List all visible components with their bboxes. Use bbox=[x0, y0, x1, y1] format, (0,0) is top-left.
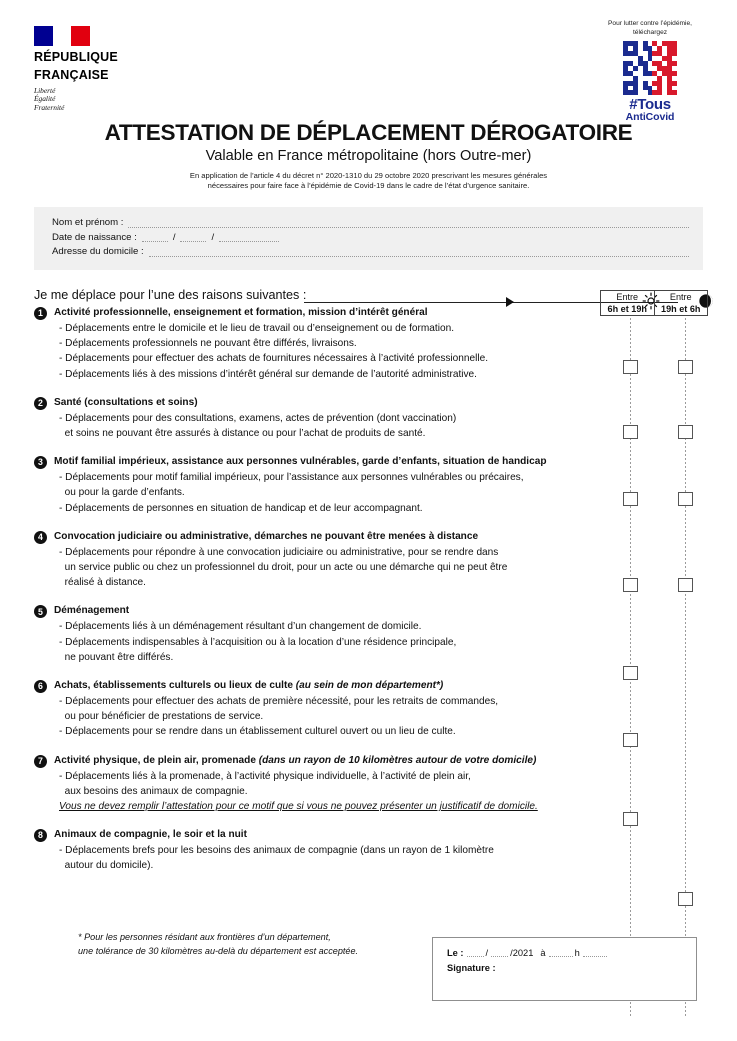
column-header-night bbox=[655, 291, 708, 315]
sign-separator-1: / bbox=[485, 948, 489, 958]
reason-detail-line: un service public ou chez un professionnel du droit, pour un acte ou une démarche qui ne peut être bbox=[59, 562, 508, 574]
reason-detail-line: - Déplacements indispensables à l’acquisition ou à la location d’une résidence principale, bbox=[59, 636, 457, 648]
devise-fraternite: Fraternité bbox=[34, 102, 65, 112]
reason-detail-line: - Déplacements pour effectuer des achats de première nécessité, pour les retraits de commandes, bbox=[59, 696, 499, 708]
reason-detail-line: ou pour la garde d’enfants. bbox=[59, 487, 185, 499]
reason-detail-line: ou pour bénéficier de prestations de service. bbox=[59, 711, 264, 723]
devise-liberte: Liberté bbox=[34, 85, 56, 95]
sign-year: /2021 bbox=[510, 948, 534, 958]
reason-title: Santé (consultations et soins) bbox=[54, 396, 198, 408]
name-row bbox=[52, 216, 689, 231]
reason-number-badge: 6 bbox=[34, 680, 47, 693]
reason-detail-line: - Déplacements brefs pour les besoins des animaux de compagnie (dans un rayon de 1 kilomètre bbox=[59, 845, 494, 857]
french-flag-icon bbox=[34, 26, 90, 46]
reason-detail-line: - Déplacements pour répondre à une convocation judiciaire ou administrative, pour se rendre dans bbox=[59, 546, 499, 558]
address-label: Adresse du domicile : bbox=[52, 246, 144, 258]
reason-item-8 bbox=[34, 828, 614, 873]
checkbox-reason-8-night[interactable] bbox=[678, 892, 693, 906]
reason-number-badge: 4 bbox=[34, 531, 47, 544]
reason-number-badge: 5 bbox=[34, 605, 47, 618]
reason-detail-line: ne pouvant être différés. bbox=[59, 651, 174, 663]
sign-day-input[interactable] bbox=[467, 956, 484, 957]
reason-item-1 bbox=[34, 306, 614, 382]
reason-detail-lines bbox=[59, 411, 614, 441]
birth-separator-1: / bbox=[172, 231, 176, 243]
reason-number-badge: 3 bbox=[34, 456, 47, 469]
qr-code-icon bbox=[623, 41, 677, 95]
sign-hour-input[interactable] bbox=[549, 956, 573, 957]
reason-detail-line: - Déplacements pour motif familial impérieux, pour l’assistance aux personnes vulnérables ou précaires, bbox=[59, 472, 524, 484]
reason-item-2 bbox=[34, 396, 614, 441]
footnote bbox=[78, 930, 428, 958]
reason-detail-line: - Déplacements pour effectuer des achats de fournitures nécessaires à l’activité professionnelle. bbox=[59, 353, 489, 365]
republique-francaise-logo bbox=[34, 26, 184, 112]
footnote-line-1: * Pour les personnes résidant aux frontières d’un département, bbox=[78, 932, 331, 942]
devise-egalite: Égalité bbox=[34, 94, 56, 104]
reason-detail-line: - Déplacements pour se rendre dans un établissement culturel ouvert ou un lieu de culte. bbox=[59, 726, 456, 738]
document-header bbox=[0, 0, 737, 124]
reason-detail-lines bbox=[59, 545, 614, 591]
reason-number-badge: 8 bbox=[34, 829, 47, 842]
reason-detail-line: - Déplacements liés à des missions d’intérêt général sur demande de l’autorité administrative. bbox=[59, 368, 477, 380]
intro-text: Je me déplace pour l’une des raisons suivantes : bbox=[34, 287, 307, 302]
republic-line-1: RÉPUBLIQUE bbox=[34, 50, 118, 64]
reason-note: Vous ne devez remplir l’attestation pour ce motif que si vous ne pouvez présenter un justificatif de domicile. bbox=[59, 801, 538, 813]
reason-detail-lines bbox=[59, 843, 614, 873]
reason-item-3 bbox=[34, 455, 614, 516]
legal-line-2: nécessaires pour faire face à l’épidémie de Covid-19 dans le cadre de l’état d’urgence sanitaire. bbox=[207, 181, 530, 191]
birth-year-input[interactable] bbox=[219, 241, 279, 242]
hour-label: h bbox=[574, 948, 580, 958]
checkbox-reason-3-night[interactable] bbox=[678, 492, 693, 506]
column-night-line2: 19h et 6h bbox=[661, 303, 701, 314]
signature-date-row bbox=[447, 947, 696, 960]
anticovid-caption-line-2: téléchargez bbox=[632, 29, 668, 37]
checkbox-reason-3-day[interactable] bbox=[623, 492, 638, 506]
checkbox-reason-6-day[interactable] bbox=[623, 733, 638, 747]
reason-list bbox=[34, 306, 614, 888]
time-column-headers bbox=[600, 290, 708, 316]
birth-month-input[interactable] bbox=[180, 241, 206, 242]
anticovid-word-1: #Tous bbox=[629, 96, 671, 114]
address-row bbox=[52, 245, 689, 260]
reason-detail-line: - Déplacements entre le domicile et le lieu de travail ou d’enseignement ou de formation. bbox=[59, 323, 454, 334]
birthdate-row bbox=[52, 231, 689, 246]
reason-detail-line: - Déplacements de personnes en situation de handicap et de leur accompagnant. bbox=[59, 502, 423, 514]
reason-detail-lines bbox=[59, 769, 614, 815]
at-label: à bbox=[540, 948, 546, 958]
legal-notice bbox=[0, 171, 737, 191]
night-column-rail bbox=[685, 318, 686, 1018]
reason-detail-lines bbox=[59, 321, 614, 382]
reason-item-6 bbox=[34, 679, 614, 740]
sign-minute-input[interactable] bbox=[583, 956, 607, 957]
reason-title: Activité physique, de plein air, promenade (dans un rayon de 10 kilomètres autour de votre domicile) bbox=[54, 754, 537, 766]
reason-title: Convocation judiciaire ou administrative, démarches ne pouvant être menées à distance bbox=[54, 530, 479, 542]
page-title: ATTESTATION DE DÉPLACEMENT DÉROGATOIRE bbox=[104, 120, 633, 145]
reason-detail-lines bbox=[59, 470, 614, 516]
reason-detail-line: et soins ne pouvant être assurés à distance ou pour l’achat de produits de santé. bbox=[59, 428, 426, 440]
reason-item-5 bbox=[34, 604, 614, 665]
reason-title: Animaux de compagnie, le soir et la nuit bbox=[54, 829, 247, 841]
reason-detail-line: - Déplacements pour des consultations, examens, actes de prévention (dont vaccination) bbox=[59, 412, 457, 424]
legal-line-1: En application de l’article 4 du décret n° 2020-1310 du 29 octobre 2020 prescrivant les mesures générales bbox=[189, 171, 548, 180]
reason-item-7 bbox=[34, 754, 614, 815]
sign-month-input[interactable] bbox=[491, 956, 508, 957]
reason-title: Motif familial impérieux, assistance aux personnes vulnérables, garde d’enfants, situation de handicap bbox=[54, 456, 547, 468]
reason-title-qualifier: (au sein de mon département*) bbox=[295, 680, 444, 692]
name-input[interactable] bbox=[128, 227, 689, 228]
name-label: Nom et prénom : bbox=[52, 217, 124, 229]
reason-number-badge: 1 bbox=[34, 307, 47, 320]
tousanticovid-block bbox=[591, 20, 709, 123]
birth-separator-2: / bbox=[211, 231, 215, 243]
reason-detail-line: réalisé à distance. bbox=[59, 577, 146, 589]
republic-line-2: FRANÇAISE bbox=[34, 67, 109, 82]
reason-number-badge: 2 bbox=[34, 397, 47, 410]
title-block bbox=[0, 120, 737, 191]
reason-detail-lines bbox=[59, 694, 614, 740]
checkbox-reason-2-day[interactable] bbox=[623, 425, 638, 439]
reason-title-qualifier: (dans un rayon de 10 kilomètres autour de votre domicile) bbox=[258, 754, 537, 766]
reason-title: Déménagement bbox=[54, 605, 130, 617]
checkbox-reason-1-day[interactable] bbox=[623, 360, 638, 374]
identity-box bbox=[34, 207, 703, 270]
column-night-line1: Entre bbox=[669, 292, 692, 302]
reason-title: Activité professionnelle, enseignement et formation, mission d’intérêt général bbox=[54, 307, 428, 318]
checkbox-reason-7-day[interactable] bbox=[623, 812, 638, 826]
reason-detail-line: - Déplacements professionnels ne pouvant être différés, livraisons. bbox=[59, 338, 357, 350]
reason-detail-line: autour du domicile). bbox=[59, 860, 154, 872]
anticovid-word-2: AntiCovid bbox=[625, 111, 675, 124]
birth-day-input[interactable] bbox=[142, 241, 168, 242]
signature-label: Signature : bbox=[447, 963, 496, 973]
reason-detail-line: - Déplacements liés à un déménagement résultant d’un changement de domicile. bbox=[59, 621, 422, 633]
address-input[interactable] bbox=[149, 256, 689, 257]
reason-detail-lines bbox=[59, 619, 614, 665]
checkbox-reason-4-night[interactable] bbox=[678, 578, 693, 592]
birthdate-label: Date de naissance : bbox=[52, 231, 137, 243]
checkbox-reason-4-day[interactable] bbox=[623, 578, 638, 592]
anticovid-wordmark bbox=[591, 97, 709, 123]
reason-item-4 bbox=[34, 530, 614, 591]
page-subtitle: Valable en France métropolitaine (hors Outre-mer) bbox=[205, 148, 532, 164]
reason-title: Achats, établissements culturels ou lieux de culte (au sein de mon département*) bbox=[54, 680, 444, 692]
column-day-line1: Entre bbox=[616, 292, 639, 302]
checkbox-reason-5-day[interactable] bbox=[623, 666, 638, 680]
reason-detail-line: - Déplacements liés à la promenade, à l’activité physique individuelle, à l’activité de plein air, bbox=[59, 770, 471, 782]
reason-detail-line: aux besoins des animaux de compagnie. bbox=[59, 785, 248, 797]
checkbox-reason-1-night[interactable] bbox=[678, 360, 693, 374]
devise-block bbox=[34, 87, 184, 113]
anticovid-caption-line-1: Pour lutter contre l’épidémie, bbox=[608, 20, 692, 27]
footnote-line-2: une tolérance de 30 kilomètres au-delà du département est acceptée. bbox=[78, 946, 359, 956]
date-label: Le : bbox=[447, 948, 464, 958]
checkbox-reason-2-night[interactable] bbox=[678, 425, 693, 439]
column-day-line2: 6h et 19h bbox=[607, 303, 647, 314]
reason-number-badge: 7 bbox=[34, 755, 47, 768]
signature-box bbox=[432, 937, 697, 1001]
